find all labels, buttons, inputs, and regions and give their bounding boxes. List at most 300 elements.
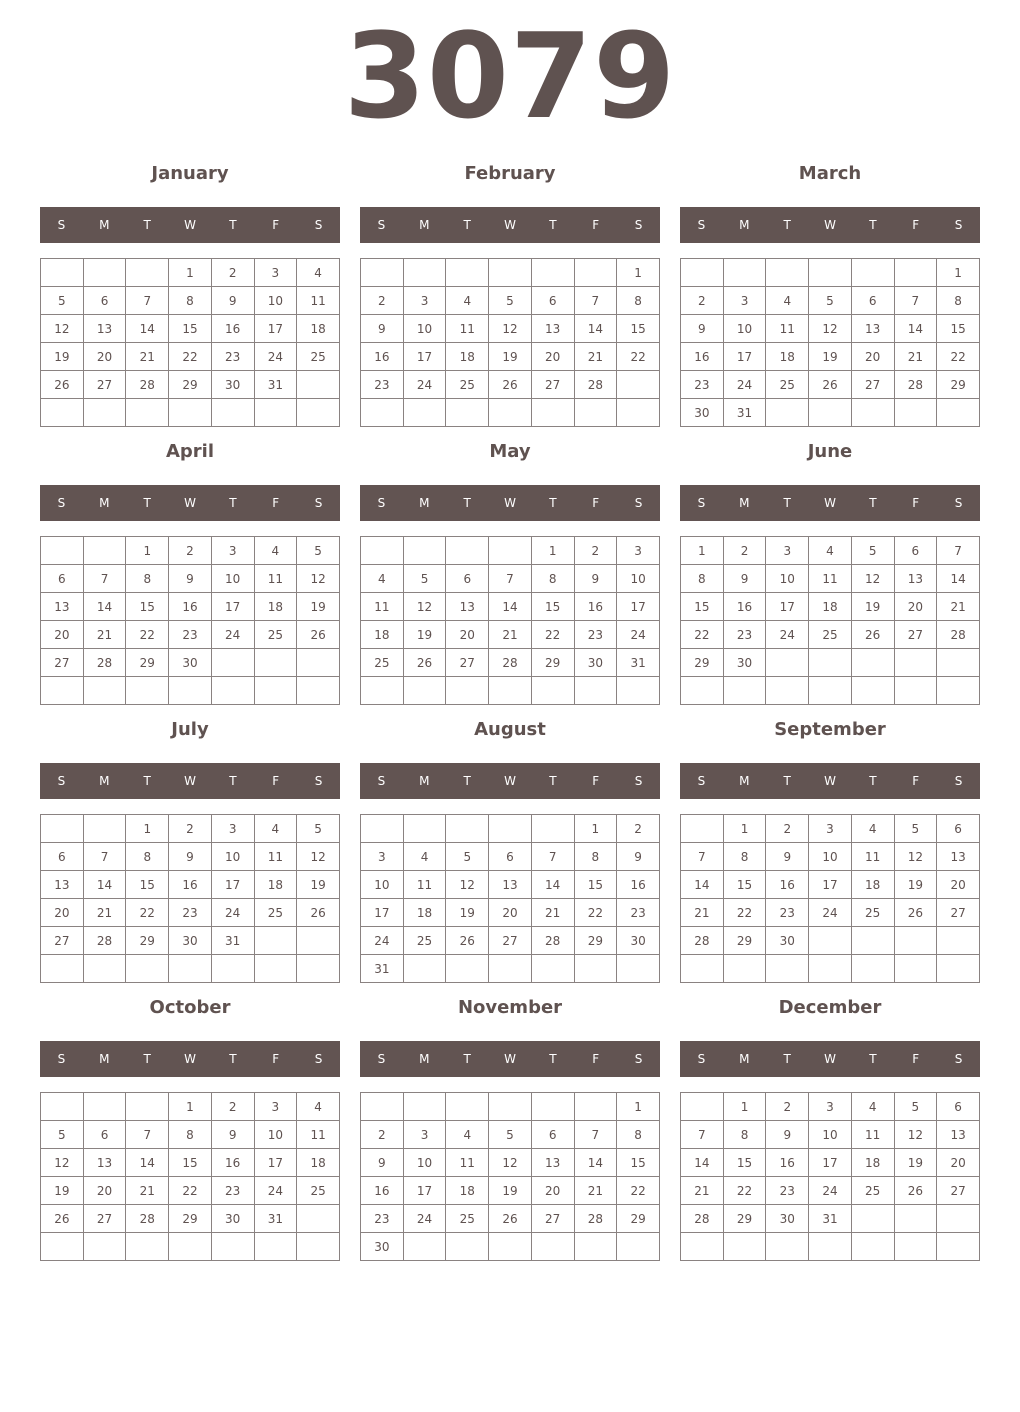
weekday-label: F — [272, 496, 280, 510]
day-cell: 31 — [723, 399, 766, 427]
week-row — [41, 371, 340, 399]
weekday-label: W — [504, 774, 516, 788]
day-cell: 17 — [361, 899, 404, 927]
day-cell: 27 — [83, 371, 126, 399]
day-cell: 14 — [489, 593, 532, 621]
day-cell: 27 — [489, 927, 532, 955]
weekday-label: T — [463, 218, 471, 232]
day-cell: 3 — [809, 815, 852, 843]
day-cell: 26 — [489, 1205, 532, 1233]
day-cell: 30 — [169, 649, 212, 677]
day-cell: 18 — [766, 343, 809, 371]
week-row — [681, 259, 980, 287]
day-cell: 14 — [574, 1149, 617, 1177]
day-cell: 30 — [766, 927, 809, 955]
day-cell — [809, 927, 852, 955]
day-cell: 27 — [41, 649, 84, 677]
day-cell: 20 — [894, 593, 937, 621]
day-cell: 9 — [169, 843, 212, 871]
month-name: September — [774, 719, 886, 740]
weekday-label: F — [912, 1052, 920, 1066]
day-cell — [403, 259, 446, 287]
day-cell: 22 — [169, 343, 212, 371]
day-cell: 3 — [617, 537, 660, 565]
day-cell: 8 — [169, 1121, 212, 1149]
day-cell: 14 — [681, 1149, 724, 1177]
day-cell: 8 — [617, 1121, 660, 1149]
day-cell: 9 — [361, 315, 404, 343]
day-cell: 19 — [297, 593, 340, 621]
day-cell: 20 — [851, 343, 894, 371]
day-cell: 26 — [894, 899, 937, 927]
day-cell: 27 — [446, 649, 489, 677]
day-cell: 7 — [681, 843, 724, 871]
day-cell — [254, 927, 297, 955]
day-cell: 9 — [681, 315, 724, 343]
day-cell — [681, 677, 724, 705]
day-cell — [361, 815, 404, 843]
day-cell: 27 — [531, 1205, 574, 1233]
day-cell — [211, 955, 254, 983]
weekday-label: W — [824, 496, 836, 510]
weekday-label: M — [419, 1052, 430, 1066]
day-cell: 10 — [254, 287, 297, 315]
week-row — [361, 927, 660, 955]
day-cell: 19 — [851, 593, 894, 621]
day-cell: 4 — [446, 287, 489, 315]
day-cell — [41, 1233, 84, 1261]
day-cell: 25 — [403, 927, 446, 955]
day-cell: 24 — [403, 371, 446, 399]
weekday-label: T — [463, 496, 471, 510]
day-cell: 22 — [574, 899, 617, 927]
day-cell: 7 — [937, 537, 980, 565]
day-cell — [851, 1233, 894, 1261]
day-cell: 22 — [937, 343, 980, 371]
day-cell — [403, 537, 446, 565]
day-cell: 18 — [361, 621, 404, 649]
day-cell: 7 — [126, 1121, 169, 1149]
day-cell: 8 — [937, 287, 980, 315]
day-cell: 16 — [211, 1149, 254, 1177]
day-cell: 6 — [894, 537, 937, 565]
day-cell: 11 — [851, 1121, 894, 1149]
day-cell — [937, 1233, 980, 1261]
day-cell — [681, 1093, 724, 1121]
day-cell: 21 — [83, 899, 126, 927]
weekday-label: M — [419, 496, 430, 510]
weekday-header — [40, 485, 340, 521]
day-cell — [297, 371, 340, 399]
day-cell: 30 — [211, 1205, 254, 1233]
day-cell — [489, 537, 532, 565]
weekday-label: S — [57, 774, 66, 788]
day-cell: 8 — [531, 565, 574, 593]
day-cell — [403, 399, 446, 427]
weekday-label: M — [739, 496, 750, 510]
day-cell: 28 — [574, 1205, 617, 1233]
day-cell: 26 — [403, 649, 446, 677]
day-cell: 5 — [809, 287, 852, 315]
day-cell — [41, 955, 84, 983]
day-cell — [681, 1233, 724, 1261]
day-cell: 20 — [937, 1149, 980, 1177]
day-cell — [126, 677, 169, 705]
day-cell: 7 — [126, 287, 169, 315]
day-cell: 30 — [617, 927, 660, 955]
week-row — [361, 899, 660, 927]
day-cell: 1 — [937, 259, 980, 287]
day-cell: 7 — [489, 565, 532, 593]
day-cell: 22 — [126, 899, 169, 927]
day-cell: 14 — [894, 315, 937, 343]
weekday-label: T — [463, 1052, 471, 1066]
day-grid — [360, 258, 660, 427]
weekday-label: M — [99, 1052, 110, 1066]
day-cell: 22 — [617, 1177, 660, 1205]
weekday-label: S — [57, 218, 66, 232]
week-row — [681, 899, 980, 927]
day-cell: 4 — [446, 1121, 489, 1149]
week-row — [681, 593, 980, 621]
day-cell — [297, 649, 340, 677]
day-cell — [894, 259, 937, 287]
weekday-label: F — [592, 496, 600, 510]
day-cell: 16 — [361, 343, 404, 371]
day-cell — [489, 677, 532, 705]
weekday-header — [360, 485, 660, 521]
day-cell — [766, 677, 809, 705]
week-row — [361, 621, 660, 649]
weekday-label: T — [783, 774, 791, 788]
day-cell: 21 — [937, 593, 980, 621]
weekday-label: W — [504, 1052, 516, 1066]
day-cell: 13 — [446, 593, 489, 621]
week-row — [681, 815, 980, 843]
weekday-header — [360, 1041, 660, 1077]
week-row — [681, 565, 980, 593]
weekday-label: T — [783, 1052, 791, 1066]
day-cell: 16 — [681, 343, 724, 371]
day-cell — [211, 399, 254, 427]
day-cell: 26 — [446, 927, 489, 955]
day-cell: 9 — [766, 1121, 809, 1149]
day-cell: 11 — [851, 843, 894, 871]
day-cell — [723, 1233, 766, 1261]
day-cell: 12 — [489, 315, 532, 343]
week-row — [41, 343, 340, 371]
day-cell: 16 — [211, 315, 254, 343]
day-cell: 2 — [211, 259, 254, 287]
weekday-label: S — [697, 218, 706, 232]
day-cell: 5 — [851, 537, 894, 565]
day-cell — [894, 955, 937, 983]
day-cell: 5 — [489, 1121, 532, 1149]
day-cell: 8 — [126, 565, 169, 593]
day-cell: 15 — [126, 871, 169, 899]
weekday-label: S — [954, 218, 963, 232]
day-cell — [446, 537, 489, 565]
day-cell: 16 — [574, 593, 617, 621]
day-cell: 15 — [937, 315, 980, 343]
day-cell: 18 — [809, 593, 852, 621]
day-cell: 30 — [361, 1233, 404, 1261]
week-row — [41, 1093, 340, 1121]
day-grid — [40, 258, 340, 427]
weekday-label: S — [314, 218, 323, 232]
day-cell: 27 — [937, 1177, 980, 1205]
day-cell: 22 — [723, 1177, 766, 1205]
day-cell: 25 — [809, 621, 852, 649]
weekday-label: T — [869, 774, 877, 788]
day-cell: 12 — [446, 871, 489, 899]
day-cell: 9 — [723, 565, 766, 593]
day-cell — [723, 677, 766, 705]
day-cell: 21 — [681, 1177, 724, 1205]
day-cell: 4 — [254, 537, 297, 565]
weekday-label: W — [504, 496, 516, 510]
day-cell: 23 — [681, 371, 724, 399]
day-cell: 13 — [531, 1149, 574, 1177]
week-row — [361, 315, 660, 343]
weekday-label: S — [634, 1052, 643, 1066]
day-cell: 1 — [531, 537, 574, 565]
day-cell: 24 — [723, 371, 766, 399]
day-cell — [766, 649, 809, 677]
week-row — [41, 1233, 340, 1261]
weekday-label: T — [549, 1052, 557, 1066]
week-row — [361, 537, 660, 565]
day-cell — [809, 399, 852, 427]
day-cell: 15 — [126, 593, 169, 621]
day-cell: 18 — [851, 1149, 894, 1177]
weekday-label: S — [634, 496, 643, 510]
day-cell: 29 — [681, 649, 724, 677]
day-cell — [361, 399, 404, 427]
day-cell — [297, 1205, 340, 1233]
day-cell: 17 — [254, 315, 297, 343]
day-cell: 14 — [681, 871, 724, 899]
day-cell — [211, 1233, 254, 1261]
day-cell: 4 — [809, 537, 852, 565]
day-cell — [531, 1233, 574, 1261]
day-cell — [41, 815, 84, 843]
day-cell: 16 — [766, 871, 809, 899]
day-cell — [446, 677, 489, 705]
day-cell — [254, 955, 297, 983]
month-name: March — [798, 163, 862, 184]
day-cell: 15 — [531, 593, 574, 621]
weekday-header — [360, 207, 660, 243]
day-cell: 10 — [723, 315, 766, 343]
day-cell — [361, 259, 404, 287]
day-cell: 6 — [446, 565, 489, 593]
weekday-label: S — [697, 1052, 706, 1066]
day-cell — [809, 649, 852, 677]
day-cell: 8 — [681, 565, 724, 593]
weekday-label: T — [869, 1052, 877, 1066]
day-cell: 19 — [894, 871, 937, 899]
weekday-label: M — [419, 218, 430, 232]
day-cell: 23 — [211, 343, 254, 371]
day-cell: 16 — [361, 1177, 404, 1205]
day-cell: 2 — [574, 537, 617, 565]
day-cell: 10 — [211, 843, 254, 871]
day-cell: 15 — [617, 315, 660, 343]
day-cell — [574, 955, 617, 983]
day-cell: 30 — [211, 371, 254, 399]
day-cell: 27 — [83, 1205, 126, 1233]
day-cell: 11 — [361, 593, 404, 621]
week-row — [361, 1177, 660, 1205]
week-row — [681, 1149, 980, 1177]
week-row — [681, 649, 980, 677]
day-cell: 8 — [126, 843, 169, 871]
day-cell — [83, 815, 126, 843]
day-cell: 23 — [723, 621, 766, 649]
day-cell: 6 — [41, 843, 84, 871]
day-cell: 1 — [169, 259, 212, 287]
day-cell — [169, 955, 212, 983]
day-cell: 22 — [126, 621, 169, 649]
day-cell: 12 — [297, 843, 340, 871]
day-cell — [723, 259, 766, 287]
day-cell — [766, 955, 809, 983]
day-cell — [126, 399, 169, 427]
day-cell: 17 — [403, 1177, 446, 1205]
weekday-header — [40, 763, 340, 799]
day-cell: 2 — [723, 537, 766, 565]
day-cell: 21 — [126, 343, 169, 371]
day-cell: 29 — [531, 649, 574, 677]
day-cell: 4 — [361, 565, 404, 593]
day-cell: 20 — [531, 343, 574, 371]
day-grid — [360, 814, 660, 983]
day-cell — [403, 677, 446, 705]
weekday-label: M — [739, 1052, 750, 1066]
day-cell — [489, 1233, 532, 1261]
weekday-label: F — [272, 774, 280, 788]
day-cell: 19 — [809, 343, 852, 371]
day-cell — [83, 259, 126, 287]
day-cell: 12 — [894, 1121, 937, 1149]
weekday-label: M — [99, 496, 110, 510]
day-cell: 28 — [681, 1205, 724, 1233]
day-cell — [126, 1093, 169, 1121]
day-cell: 21 — [681, 899, 724, 927]
day-cell: 28 — [894, 371, 937, 399]
weekday-header — [680, 1041, 980, 1077]
day-cell: 18 — [297, 315, 340, 343]
day-cell — [531, 1093, 574, 1121]
day-cell: 4 — [851, 1093, 894, 1121]
weekday-label: M — [99, 218, 110, 232]
day-cell — [446, 815, 489, 843]
day-cell — [851, 927, 894, 955]
day-cell — [254, 649, 297, 677]
month-name: December — [778, 997, 882, 1018]
day-cell — [83, 955, 126, 983]
day-cell: 10 — [361, 871, 404, 899]
day-cell: 21 — [126, 1177, 169, 1205]
day-cell: 10 — [809, 1121, 852, 1149]
day-cell: 14 — [126, 1149, 169, 1177]
day-cell: 20 — [446, 621, 489, 649]
day-cell — [403, 1233, 446, 1261]
day-cell — [297, 927, 340, 955]
day-grid — [40, 536, 340, 705]
day-cell: 5 — [403, 565, 446, 593]
day-cell: 11 — [254, 565, 297, 593]
day-cell: 17 — [211, 593, 254, 621]
day-cell — [937, 927, 980, 955]
day-cell: 7 — [894, 287, 937, 315]
day-cell: 5 — [489, 287, 532, 315]
day-cell: 31 — [617, 649, 660, 677]
weekday-label: W — [824, 218, 836, 232]
day-cell: 20 — [937, 871, 980, 899]
week-row — [681, 927, 980, 955]
day-cell: 5 — [41, 287, 84, 315]
week-row — [361, 371, 660, 399]
weekday-label: M — [419, 774, 430, 788]
day-cell: 21 — [574, 343, 617, 371]
day-cell: 22 — [681, 621, 724, 649]
weekday-label: T — [783, 496, 791, 510]
day-cell: 19 — [489, 343, 532, 371]
day-cell: 6 — [851, 287, 894, 315]
day-cell: 24 — [211, 899, 254, 927]
day-cell: 30 — [169, 927, 212, 955]
day-cell — [83, 1233, 126, 1261]
day-cell: 9 — [617, 843, 660, 871]
week-row — [361, 565, 660, 593]
day-cell: 3 — [766, 537, 809, 565]
weekday-label: F — [592, 218, 600, 232]
day-cell: 27 — [894, 621, 937, 649]
day-cell: 3 — [254, 259, 297, 287]
day-cell: 24 — [809, 1177, 852, 1205]
day-cell — [894, 649, 937, 677]
weekday-label: T — [143, 1052, 151, 1066]
day-cell: 29 — [723, 927, 766, 955]
day-cell: 15 — [681, 593, 724, 621]
day-cell: 3 — [211, 537, 254, 565]
week-row — [41, 537, 340, 565]
weekday-label: F — [912, 218, 920, 232]
day-cell: 29 — [169, 371, 212, 399]
day-cell — [894, 399, 937, 427]
day-cell: 10 — [403, 315, 446, 343]
day-cell: 30 — [681, 399, 724, 427]
day-cell: 17 — [766, 593, 809, 621]
weekday-label: S — [314, 496, 323, 510]
day-cell: 5 — [894, 815, 937, 843]
day-cell — [937, 677, 980, 705]
day-cell: 27 — [851, 371, 894, 399]
day-grid — [680, 1092, 980, 1261]
day-cell: 28 — [937, 621, 980, 649]
week-row — [361, 1205, 660, 1233]
day-cell: 15 — [169, 315, 212, 343]
day-cell — [894, 677, 937, 705]
day-cell: 25 — [446, 1205, 489, 1233]
month-name: June — [807, 441, 853, 462]
day-cell: 28 — [126, 371, 169, 399]
day-cell: 28 — [681, 927, 724, 955]
day-cell — [446, 1093, 489, 1121]
day-cell — [211, 677, 254, 705]
